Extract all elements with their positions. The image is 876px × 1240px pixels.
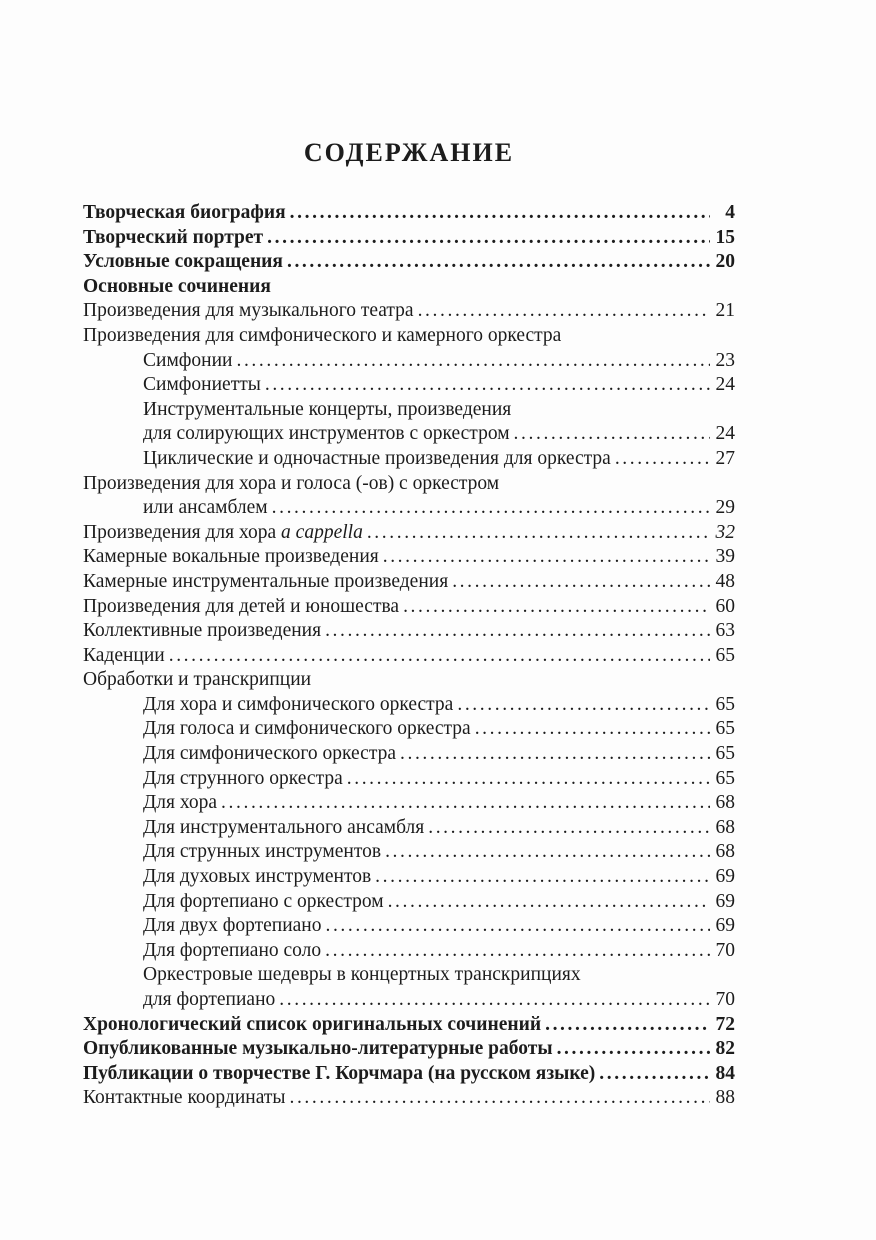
entry-text: Для струнного оркестра: [143, 767, 343, 789]
dot-leader: [261, 373, 710, 398]
toc-entry: [83, 570, 735, 595]
dot-leader: [611, 447, 710, 472]
entry-text: Для симфонического оркестра: [143, 743, 396, 765]
entry-text: или ансамблем: [143, 497, 268, 519]
toc-entry: [83, 717, 735, 742]
dot-leader: [286, 201, 710, 226]
dot-leader: [363, 521, 710, 546]
entry-text: Камерные вокальные произведения: [83, 546, 379, 568]
entry-page: 24: [715, 374, 735, 396]
entry-page: 15: [715, 226, 735, 248]
toc-entry: [83, 988, 735, 1013]
dot-leader: [217, 791, 710, 816]
entry-page: 24: [715, 423, 735, 445]
dot-leader: [263, 226, 710, 251]
entry-text: Опубликованные музыкально-литературные работы: [83, 1038, 553, 1060]
dot-leader: [232, 349, 710, 374]
toc-entry: [83, 914, 735, 939]
page-title: СОДЕРЖАНИЕ: [303, 138, 515, 167]
entry-page: 65: [715, 718, 735, 740]
dot-leader: [268, 496, 710, 521]
entry-text: Основные сочинения: [83, 275, 271, 297]
dot-leader: [424, 816, 710, 841]
entry-page: 48: [715, 570, 735, 592]
entry-page: 29: [715, 497, 735, 519]
entry-page: 69: [715, 915, 735, 937]
toc-list: [83, 201, 735, 1111]
dot-leader: [399, 595, 710, 620]
entry-text: Циклические и одночастные произведения для оркестра: [143, 447, 611, 469]
entry-text: Инструментальные концерты, произведения: [143, 398, 512, 420]
dot-leader: [471, 717, 710, 742]
dot-leader: [453, 693, 710, 718]
entry-page: 65: [715, 767, 735, 789]
toc-entry: [83, 644, 735, 669]
entry-text: Контактные координаты: [83, 1087, 286, 1109]
toc-entry: [83, 767, 735, 792]
toc-entry: [83, 447, 735, 472]
entry-text: Произведения для хора и голоса (-ов) с оркестром: [83, 472, 500, 494]
dot-leader: [381, 840, 710, 865]
dot-leader: [541, 1013, 710, 1038]
toc-entry: [83, 890, 735, 915]
toc-entry: [83, 324, 735, 349]
toc-entry: [83, 939, 735, 964]
dot-leader: [165, 644, 710, 669]
toc-entry: [83, 816, 735, 841]
dot-leader: [321, 619, 710, 644]
dot-leader: [553, 1037, 710, 1062]
entry-text: для фортепиано: [143, 989, 276, 1010]
dot-leader: [285, 1086, 710, 1111]
entry-page: 72: [715, 1013, 735, 1035]
entry-text: Для хора: [143, 792, 218, 814]
entry-text: Для голоса и симфонического оркестра: [143, 718, 471, 740]
dot-leader: [384, 890, 710, 915]
dot-leader: [283, 250, 710, 275]
entry-text: для солирующих инструментов с оркестром: [143, 423, 510, 445]
toc-entry: [83, 742, 735, 767]
entry-text: Произведения для симфонического и камерного оркестра: [83, 324, 562, 346]
entry-text: Для хора и симфонического оркестра: [143, 693, 454, 715]
entry-page: 39: [715, 546, 735, 568]
entry-page: 65: [715, 743, 735, 765]
dot-leader: [414, 299, 710, 324]
toc-entry: [83, 472, 735, 497]
dot-leader: [448, 570, 710, 595]
entry-page: 88: [715, 1087, 735, 1109]
toc-entry: [83, 865, 735, 890]
toc-entry: [83, 619, 735, 644]
entry-text: Камерные инструментальные произведения: [83, 570, 449, 592]
toc-entry: [83, 521, 735, 546]
entry-text: Хронологический список оригинальных сочинений: [83, 1013, 542, 1035]
entry-page: 21: [715, 300, 735, 322]
entry-page: 68: [715, 816, 735, 838]
entry-page: 20: [715, 251, 735, 273]
entry-page: 84: [715, 1062, 735, 1084]
entry-page: 63: [715, 620, 735, 642]
entry-page: 82: [715, 1038, 735, 1060]
entry-text: Оркестровые шедевры в концертных транскрипциях: [143, 964, 581, 986]
dot-leader: [371, 865, 710, 890]
entry-text: Симфонии: [143, 349, 233, 371]
entry-page: 65: [715, 693, 735, 715]
entry-page: 70: [715, 939, 735, 961]
entry-page: 68: [715, 841, 735, 863]
toc-entry: [83, 250, 735, 275]
toc-entry: [83, 840, 735, 865]
toc-entry: [83, 201, 735, 226]
entry-text: Для двух фортепиано: [143, 915, 322, 937]
entry-page: 27: [715, 447, 735, 469]
entry-page: 23: [715, 349, 735, 371]
toc-entry: [83, 668, 735, 693]
entry-page: 70: [715, 989, 735, 1010]
entry-text: Коллективные произведения: [83, 620, 322, 642]
dot-leader: [595, 1062, 710, 1087]
entry-text: Для духовых инструментов: [143, 866, 372, 888]
toc-entry: [83, 496, 735, 521]
toc-entry: [83, 595, 735, 620]
dot-leader: [275, 988, 710, 1013]
toc-entry: [83, 693, 735, 718]
toc-entry: [83, 299, 735, 324]
dot-leader: [343, 767, 710, 792]
entry-text: Симфониетты: [143, 374, 261, 396]
entry-page: 69: [715, 890, 735, 912]
toc-entry: [83, 1013, 735, 1038]
entry-text: Публикации о творчестве Г. Корчмара (на русском языке): [83, 1062, 596, 1084]
toc-entry: [83, 226, 735, 251]
entry-text: Обработки и транскрипции: [83, 669, 312, 691]
toc-entry: [83, 422, 735, 447]
entry-text: Для инструментального ансамбля: [143, 816, 425, 838]
toc-entry: [83, 963, 735, 988]
dot-leader: [321, 914, 710, 939]
dot-leader: [510, 422, 710, 447]
entry-text: Для струнных инструментов: [143, 841, 382, 863]
entry-text: Каденции: [83, 644, 165, 666]
dot-leader: [379, 545, 710, 570]
entry-page: 32: [715, 521, 735, 543]
entry-text: Произведения для хора a cappella: [83, 521, 363, 543]
toc-entry: [83, 398, 735, 423]
entry-text: Творческий портрет: [83, 226, 264, 248]
toc-entry: [83, 1086, 735, 1111]
entry-text: Для фортепиано с оркестром: [143, 890, 384, 912]
entry-page: 69: [715, 866, 735, 888]
entry-text: Произведения для музыкального театра: [83, 300, 414, 322]
entry-text: Творческая биография: [83, 202, 286, 223]
toc-entry: [83, 791, 735, 816]
dot-leader: [396, 742, 710, 767]
entry-text: Для фортепиано соло: [143, 939, 322, 961]
entry-text: Условные сокращения: [83, 251, 283, 273]
toc-entry: [83, 349, 735, 374]
entry-page: 4: [725, 202, 735, 223]
toc-entry: [83, 545, 735, 570]
toc-entry: [83, 275, 735, 300]
dot-leader: [321, 939, 710, 964]
toc-entry: [83, 1062, 735, 1087]
toc-entry: [83, 1037, 735, 1062]
entry-page: 60: [715, 595, 735, 617]
entry-page: 65: [715, 644, 735, 666]
toc-entry: [83, 373, 735, 398]
entry-text: Произведения для детей и юношества: [83, 595, 400, 617]
entry-page: 68: [715, 792, 735, 814]
